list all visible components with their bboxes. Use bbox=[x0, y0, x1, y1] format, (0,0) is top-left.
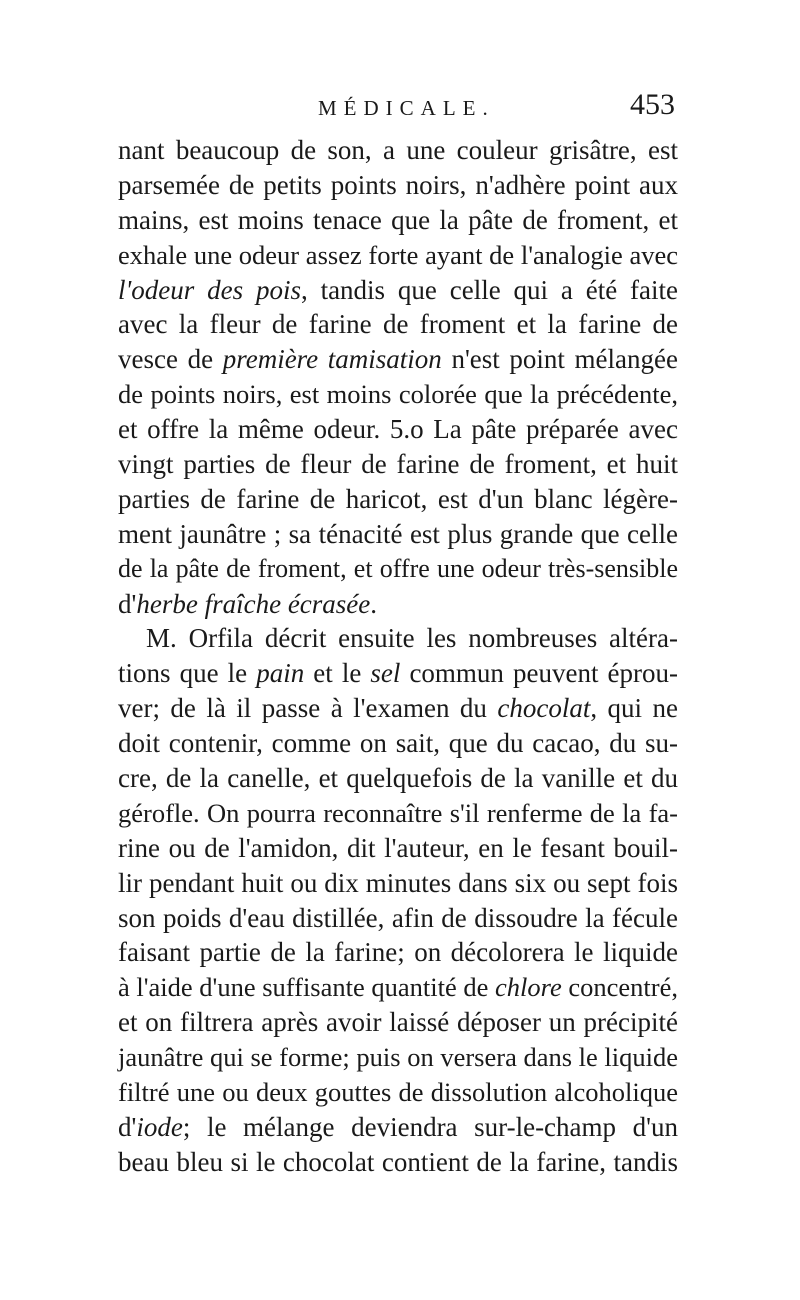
text-line: son poids d'eau distillée, afin de dissoudre la fécule bbox=[118, 902, 678, 933]
text-line: de la pâte de froment, et offre une odeur très-sensible bbox=[118, 553, 678, 583]
text-line: vingt parties de fleur de farine de froment, et huit bbox=[118, 449, 678, 480]
text-line: d'iode; le mélange deviendra sur-le-champ d'un bbox=[118, 1111, 678, 1142]
text-line: filtré une ou deux gouttes de dissolution alcoholique bbox=[118, 1077, 678, 1108]
text-line: lir pendant huit ou dix minutes dans six ou sept fois bbox=[118, 867, 678, 898]
text-line: doit contenir, comme on sait, que du cacao, du su- bbox=[118, 728, 678, 759]
paragraph-start-line: M. Orfila décrit ensuite les nombreuses altéra- bbox=[146, 623, 678, 654]
text-line: à l'aide d'une suffisante quantité de chlore concentré, bbox=[118, 972, 678, 1003]
text-line: faisant partie de la farine; on décolorera le liquide bbox=[118, 937, 678, 968]
text-line: et on filtrera après avoir laissé déposer un précipité bbox=[118, 1007, 678, 1038]
text-line: et offre la même odeur. 5.o La pâte préparée avec bbox=[118, 414, 678, 445]
text-line: nant beaucoup de son, a une couleur grisâtre, est bbox=[118, 135, 678, 165]
text-line: beau bleu si le chocolat contient de la farine, tandis bbox=[118, 1146, 678, 1177]
text-line: parsemée de petits points noirs, n'adhère point aux bbox=[118, 169, 678, 200]
body-text bbox=[118, 133, 678, 1180]
text-line: vesce de première tamisation n'est point mélangée bbox=[118, 344, 678, 375]
text-line: de points noirs, est moins colorée que la précédente, bbox=[118, 379, 678, 410]
text-line: parties de farine de haricot, est d'un blanc légère- bbox=[118, 483, 678, 514]
text-line: rine ou de l'amidon, dit l'auteur, en le fesant bouil- bbox=[118, 832, 678, 863]
page-number: 453 bbox=[630, 88, 675, 121]
text-line: ver; de là il passe à l'examen du chocolat, qui ne bbox=[118, 693, 678, 724]
text-line: d'herbe fraîche écrasée. bbox=[118, 588, 378, 619]
text-line: mains, est moins tenace que la pâte de froment, et bbox=[118, 204, 678, 235]
text-line: cre, de la canelle, et quelquefois de la vanille et du bbox=[118, 763, 678, 794]
text-line: jaunâtre qui se forme; puis on versera dans le liquide bbox=[118, 1042, 679, 1073]
text-line: exhale une odeur assez forte ayant de l'analogie avec bbox=[118, 239, 678, 270]
text-line: avec la fleur de farine de froment et la farine de bbox=[118, 309, 678, 340]
text-line: l'odeur des pois, tandis que celle qui a été faite bbox=[118, 274, 678, 305]
text-line: gérofle. On pourra reconnaître s'il renferme de la fa- bbox=[118, 797, 678, 828]
running-title: MÉDICALE. bbox=[318, 96, 495, 120]
text-line: tions que le pain et le sel commun peuvent éprou- bbox=[118, 658, 678, 689]
text-line: ment jaunâtre ; sa ténacité est plus grande que celle bbox=[118, 518, 678, 549]
